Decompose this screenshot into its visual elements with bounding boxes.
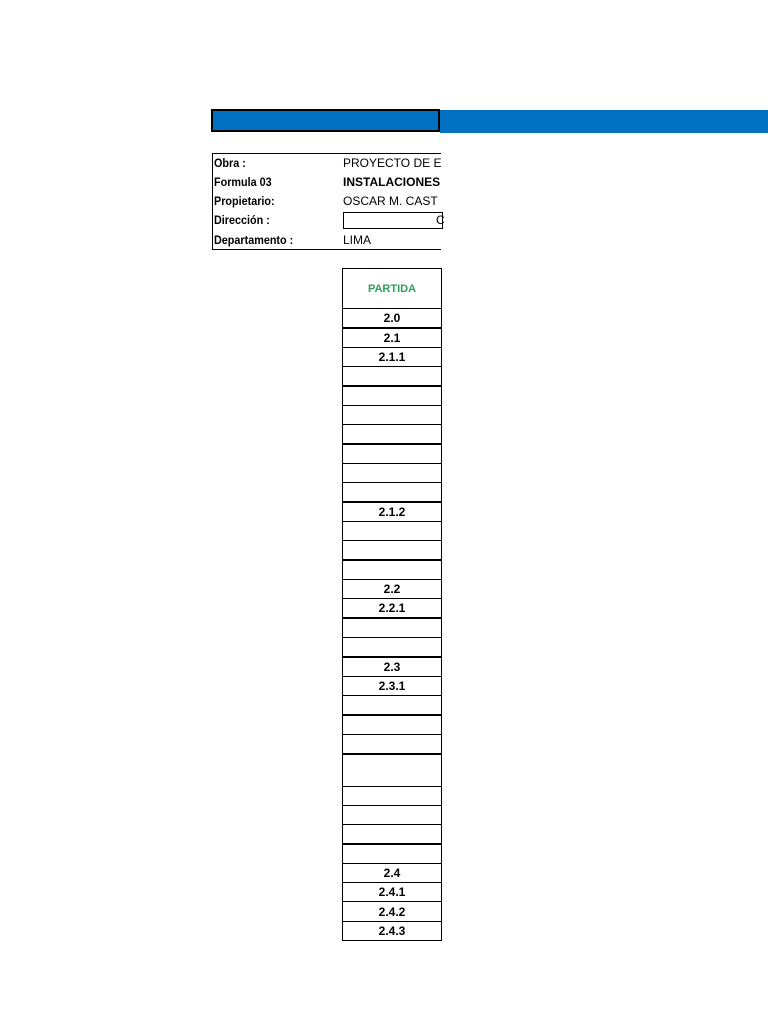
- formula-row: [213, 173, 442, 192]
- partida-row: [342, 540, 442, 560]
- direccion-value-box: [343, 212, 443, 229]
- partida-row: [342, 482, 442, 502]
- partida-row: [342, 805, 442, 825]
- partida-header: PARTIDA: [342, 268, 442, 309]
- partida-row: [342, 521, 442, 541]
- partida-row: [342, 754, 442, 787]
- title-banner-right: [440, 110, 768, 133]
- propietario-label: Propietario:: [214, 194, 275, 208]
- partida-row: 2.0: [342, 308, 442, 328]
- departamento-value: LIMA: [343, 233, 372, 247]
- direccion-row: [213, 211, 445, 230]
- propietario-row: [213, 192, 442, 211]
- partida-row: [342, 386, 442, 406]
- departamento-label: Departamento :: [214, 233, 294, 247]
- partida-row: [342, 463, 442, 483]
- partida-row: [342, 844, 442, 864]
- propietario-value: OSCAR M. CAST: [343, 194, 438, 208]
- partida-row: 2.2.1: [342, 598, 442, 618]
- partida-row: [342, 824, 442, 844]
- partida-row: [342, 444, 442, 464]
- partida-row: 2.1: [342, 328, 442, 348]
- obra-label: Obra :: [214, 156, 246, 170]
- partida-row: [342, 424, 442, 444]
- direccion-label: Dirección :: [214, 213, 270, 227]
- partida-row: 2.4: [342, 863, 442, 883]
- partida-row: [342, 405, 442, 425]
- obra-row: [213, 154, 442, 173]
- partida-row: [342, 734, 442, 754]
- departamento-row: [213, 231, 442, 250]
- partida-row: [342, 786, 442, 806]
- partida-row: 2.1.1: [342, 347, 442, 367]
- partida-row: 2.3.1: [342, 676, 442, 696]
- partida-row: [342, 695, 442, 715]
- formula-value: INSTALACIONES: [343, 175, 441, 189]
- formula-label: Formula 03: [214, 175, 272, 189]
- obra-value: PROYECTO DE E: [343, 156, 442, 170]
- partida-row: 2.1.2: [342, 502, 442, 522]
- partida-row: 2.3: [342, 657, 442, 677]
- project-info-block: [212, 153, 445, 250]
- partida-row: [342, 715, 442, 735]
- partida-row: [342, 366, 442, 386]
- direccion-value: C: [436, 213, 445, 227]
- partida-row: 2.2: [342, 579, 442, 599]
- title-banner-left: [211, 109, 440, 132]
- partida-row: 2.4.3: [342, 921, 442, 941]
- partida-row: [342, 637, 442, 657]
- partida-row: 2.4.1: [342, 882, 442, 902]
- partida-row: [342, 560, 442, 580]
- partida-row: [342, 618, 442, 638]
- partida-row: 2.4.2: [342, 901, 442, 922]
